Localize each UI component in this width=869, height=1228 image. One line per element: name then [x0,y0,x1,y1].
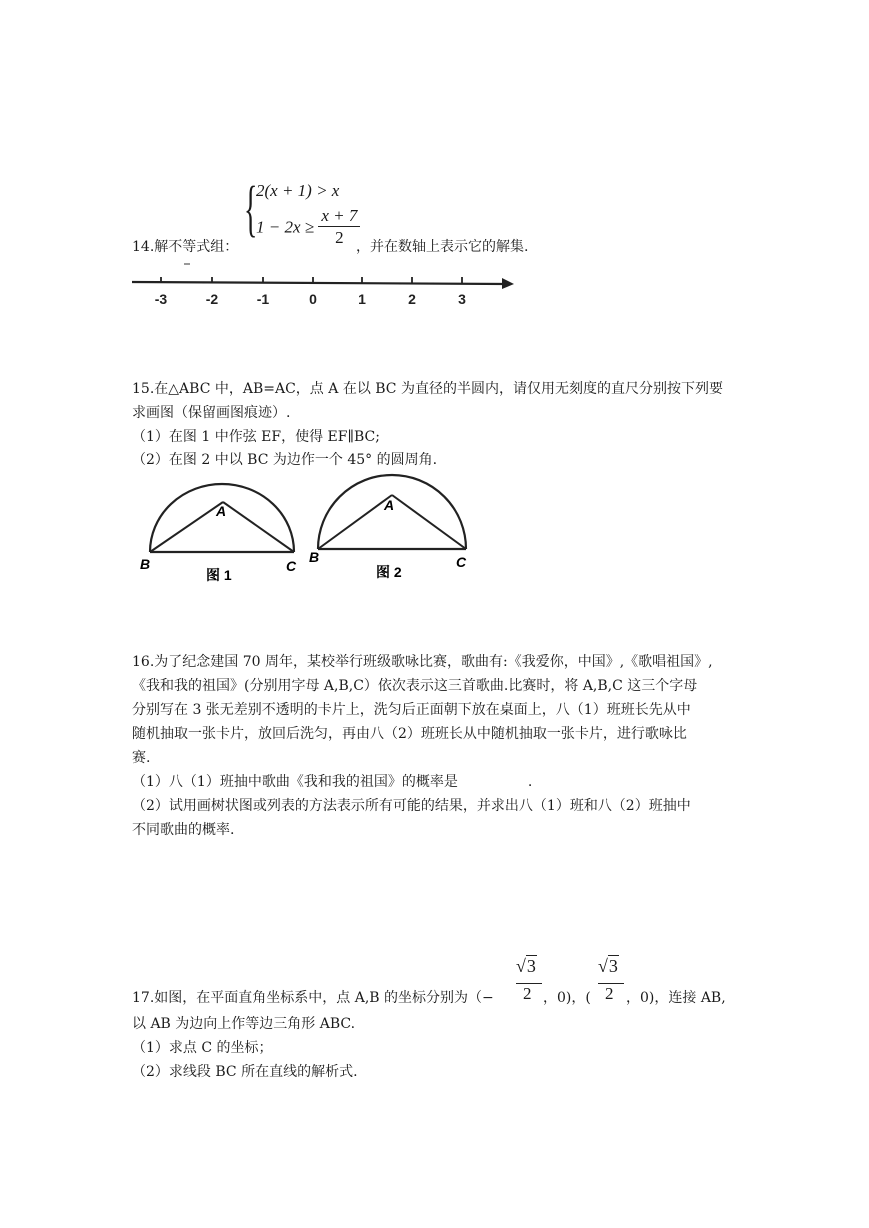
number-line-tick-label: -2 [205,291,219,307]
number-line-tick-label: 2 [408,291,416,307]
q17-subquestion-2: （2）求线段 BC 所在直线的解析式. [132,1064,358,1080]
q14-inequality-1: 2(x + 1) > x [256,181,340,200]
number-line-tick-label: -1 [256,291,270,307]
number-line-tick-label: 3 [458,291,466,307]
q15-subquestion-1: （1）在图 1 中作弦 EF，使得 EF∥BC; [132,429,380,445]
label-a: A [384,497,395,513]
segment-ab [318,495,395,549]
q16-line-3: 分别写在 3 张无差别不透明的卡片上，洗匀后正面朝下放在桌面上，八（1）班班长先从中 [132,702,691,718]
q17-sqrt3-first: √3 [516,956,536,976]
q17-subquestion-1: （1）求点 C 的坐标； [132,1040,273,1056]
q16-line-5: 赛. [132,750,151,766]
q15-line-2: 求画图（保留画图痕迹）. [132,405,291,421]
q17-denominator-first: 2 [523,984,532,1003]
number-line-axis [132,282,506,284]
q15-line-1: 15.在△ABC 中，AB=AC，点 A 在以 BC 为直径的半圆内，请仅用无刻度的直尺分别按下列要 [132,381,723,397]
label-a: A [216,503,227,519]
q14-inequality-2: 1 − 2x ≥ $\frac{x + 7}{2}$ [256,206,360,249]
q16-subquestion-2-line-2: 不同歌曲的概率. [132,822,235,838]
q14-system-brace: { [244,175,258,243]
segment-ac [392,495,466,549]
label-c: C [286,558,297,574]
q15-figure-2 [306,470,478,582]
q15-figure-1 [138,480,304,585]
q17-sqrt3-second: √3 [598,956,618,976]
label-b: B [140,556,151,572]
q17-text-part-3: ，0)，连接 AB, [626,990,726,1006]
q17-text-part-1: 17.如图，在平面直角坐标系中，点 A,B 的坐标分别为（− [132,990,494,1006]
label-b: B [309,549,320,565]
number-line-tick-label: 1 [358,291,366,307]
number-line-tick-label: -3 [154,291,168,307]
segment-ac [223,502,294,552]
figure-caption: 图 1 [206,567,232,583]
q16-subquestion-1: （1）八（1）班抽中歌曲《我和我的祖国》的概率是 . [132,774,533,790]
q17-line-2: 以 AB 为边向上作等边三角形 ABC. [132,1016,356,1032]
number-line-tick-label: 0 [309,291,317,307]
number-line-arrow-icon [502,278,514,289]
q14-suffix: ，并在数轴上表示它的解集. [356,239,529,255]
segment-ab [150,502,223,552]
q14-number-line [128,258,528,314]
label-c: C [456,554,467,570]
q16-subquestion-2-line-1: （2）试用画树状图或列表的方法表示所有可能的结果，并求出八（1）班和八（2）班抽中 [132,798,691,814]
q16-line-2: 《我和我的祖国》(分别用字母 A,B,C）依次表示这三首歌曲.比赛时，将 A,B,C 这三个字母 [132,678,698,694]
q16-line-4: 随机抽取一张卡片，放回后洗匀，再由八（2）班班长从中随机抽取一张卡片，进行歌咏比 [132,726,687,742]
q15-subquestion-2: （2）在图 2 中以 BC 为边作一个 45° 的圆周角. [132,452,438,468]
figure-caption: 图 2 [376,564,402,580]
q14-prefix: 14.解不等式组： [132,239,239,255]
q16-line-1: 16.为了纪念建国 70 周年，某校举行班级歌咏比赛，歌曲有:《我爱你，中国》,《歌唱祖国》, [132,654,713,670]
q17-text-part-2: ，0)，( [543,990,591,1006]
q17-denominator-second: 2 [605,984,614,1003]
